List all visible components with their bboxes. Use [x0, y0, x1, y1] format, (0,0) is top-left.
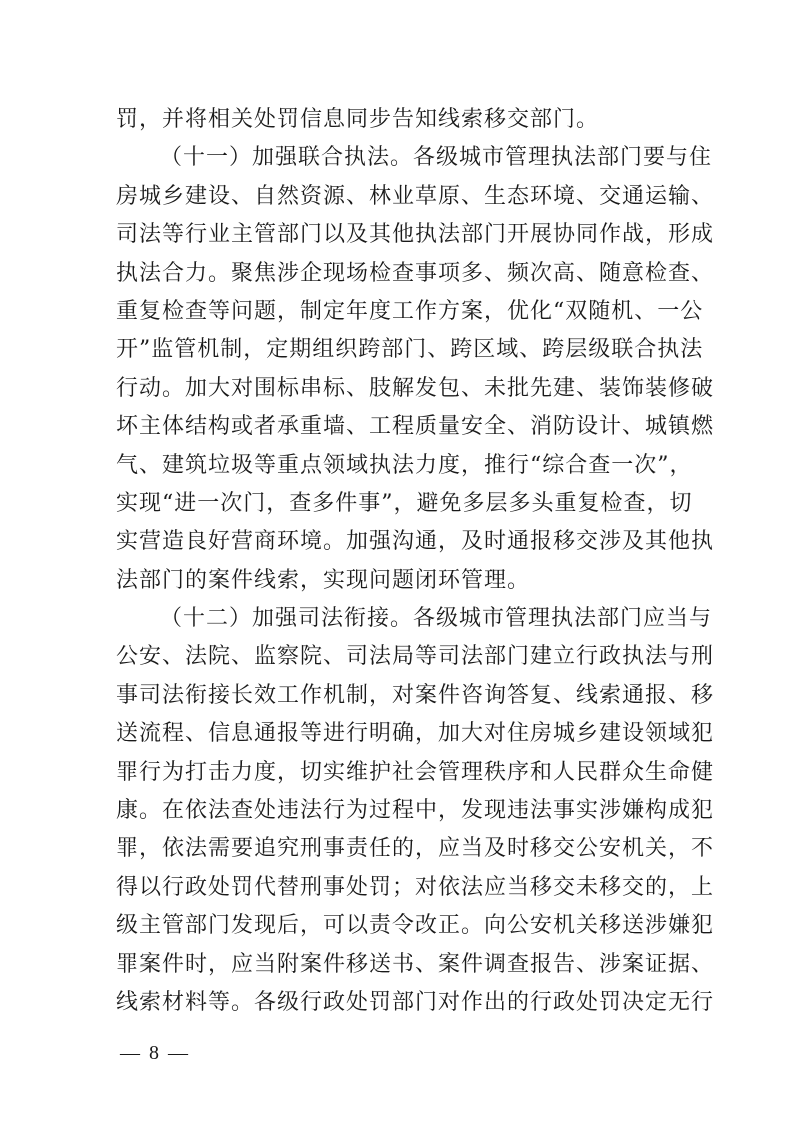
text-line: 执法合力。聚焦涉企现场检查事项多、频次高、随意检查、 — [116, 260, 715, 286]
text-line: （十二）加强司法衔接。各级城市管理执法部门应当与 — [160, 606, 713, 632]
text-line: 重复检查等问题，制定年度工作方案，优化“双随机、一公 — [116, 298, 704, 324]
text-line: 司法等行业主管部门以及其他执法部门开展协同作战，形成 — [116, 222, 715, 248]
text-line: 公安、法院、监察院、司法局等司法部门建立行政执法与刑 — [116, 644, 715, 670]
text-line: 得以行政处罚代替刑事处罚；对依法应当移交未移交的，上 — [116, 874, 715, 900]
text-line: 罪行为打击力度，切实维护社会管理秩序和人民群众生命健 — [116, 759, 715, 785]
text-line: 实营造良好营商环境。加强沟通，及时通报移交涉及其他执 — [116, 529, 715, 555]
text-line: 送流程、信息通报等进行明确，加大对住房城乡建设领域犯 — [116, 721, 715, 747]
text-line: 罪案件时，应当附案件移送书、案件调查报告、涉案证据、 — [116, 951, 715, 977]
text-line: （十一）加强联合执法。各级城市管理执法部门要与住 — [160, 145, 713, 171]
text-line: 坏主体结构或者承重墙、工程质量安全、消防设计、城镇燃 — [116, 414, 715, 440]
text-line: 罪，依法需要追究刑事责任的，应当及时移交公安机关，不 — [116, 836, 715, 862]
text-line: 事司法衔接长效工作机制，对案件咨询答复、线索通报、移 — [116, 682, 715, 708]
text-line: 级主管部门发现后，可以责令改正。向公安机关移送涉嫌犯 — [116, 913, 715, 939]
text-line: 线索材料等。各级行政处罚部门对作出的行政处罚决定无行 — [116, 989, 715, 1015]
body-text — [116, 101, 715, 1022]
text-line: 实现“进一次门，查多件事”，避免多层多头重复检查，切 — [116, 490, 693, 516]
text-line: 法部门的案件线索，实现问题闭环管理。 — [116, 567, 531, 593]
text-line: 行动。加大对围标串标、肢解发包、未批先建、装饰装修破 — [116, 375, 715, 401]
page-number: — 8 — — [120, 1042, 190, 1064]
text-line: 气、建筑垃圾等重点领域执法力度，推行“综合查一次”， — [116, 452, 693, 478]
text-line: 罚，并将相关处罚信息同步告知线索移交部门。 — [116, 107, 600, 132]
text-line: 康。在依法查处违法行为过程中，发现违法事实涉嫌构成犯 — [116, 798, 715, 824]
text-line: 开”监管机制，定期组织跨部门、跨区域、跨层级联合执法 — [116, 337, 704, 363]
text-line: 房城乡建设、自然资源、林业草原、生态环境、交通运输、 — [116, 183, 715, 209]
